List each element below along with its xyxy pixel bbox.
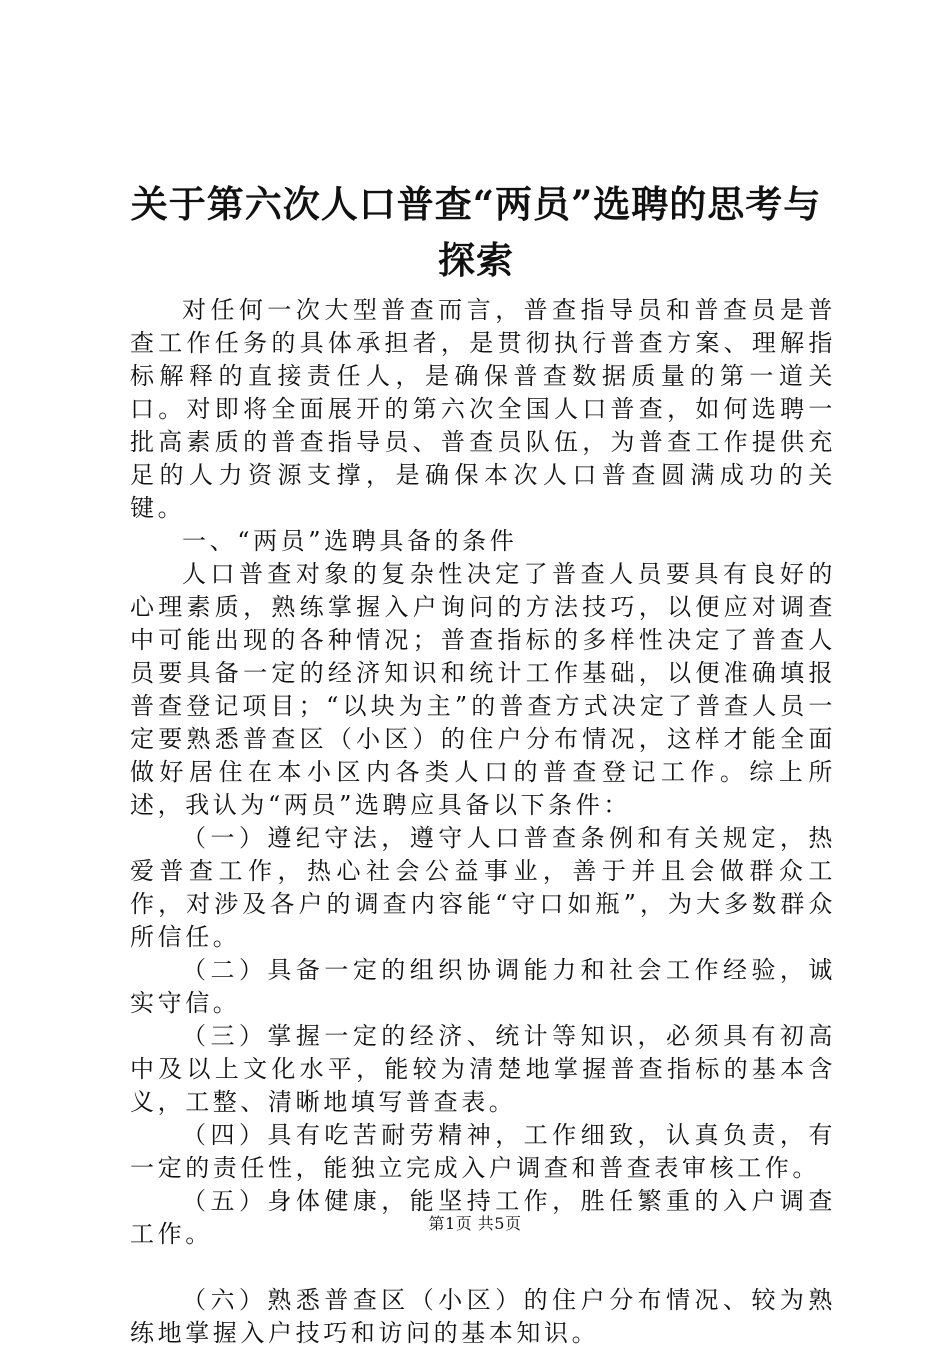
document-title: 关于第六次人口普查“两员”选聘的思考与探索 — [130, 182, 822, 282]
condition-item-1: （一）遵纪守法，遵守人口普查条例和有关规定，热爱普查工作，热心社会公益事业，善于并且会做群众工作，对涉及各户的调查内容能“守口如瓶”，为大多数群众所信任。 — [130, 824, 836, 951]
condition-item-5: （五）身体健康，能坚持工作，胜任繁重的入户调查工作。 — [130, 1187, 836, 1248]
condition-item-6: （六）熟悉普查区（小区）的住户分布情况、较为熟练地掌握入户技巧和访问的基本知识。 — [130, 1286, 836, 1347]
section-heading-1: 一、“两员”选聘具备的条件 — [182, 527, 518, 555]
condition-item-2: （二）具备一定的组织协调能力和社会工作经验，诚实守信。 — [130, 956, 836, 1017]
paragraph-conditions-intro: 人口普查对象的复杂性决定了普查人员要具有良好的心理素质，熟练掌握入户询问的方法技巧，以便应对调查中可能出现的各种情况；普查指标的多样性决定了普查人员要具备一定的经济知识和统计工作基础，以便准确填报普查登记项目；“以块为主”的普查方式决定了普查人员一定要熟悉普查区（小区）的住户分布情况，这样才能全面做好居住在本小区内各类人口的普查登记工作。综上所述，我认为“两员”选聘应具备以下条件： — [130, 560, 836, 819]
page-number: 第1页 共5页 — [428, 1214, 522, 1233]
document-body — [130, 294, 836, 1350]
condition-item-3: （三）掌握一定的经济、统计等知识，必须具有初高中及以上文化水平，能较为清楚地掌握普查指标的基本含义，工整、清晰地填写普查表。 — [130, 1022, 836, 1116]
paragraph-intro: 对任何一次大型普查而言，普查指导员和普查员是普查工作任务的具体承担者，是贯彻执行普查方案、理解指标解释的直接责任人，是确保普查数据质量的第一道关口。对即将全面展开的第六次全国人口普查，如何选聘一批高素质的普查指导员、普查员队伍，为普查工作提供充足的人力资源支撑，是确保本次人口普查圆满成功的关键。 — [130, 296, 836, 522]
condition-item-4: （四）具有吃苦耐劳精神，工作细致，认真负责，有一定的责任性，能独立完成入户调查和普查表审核工作。 — [130, 1121, 836, 1182]
